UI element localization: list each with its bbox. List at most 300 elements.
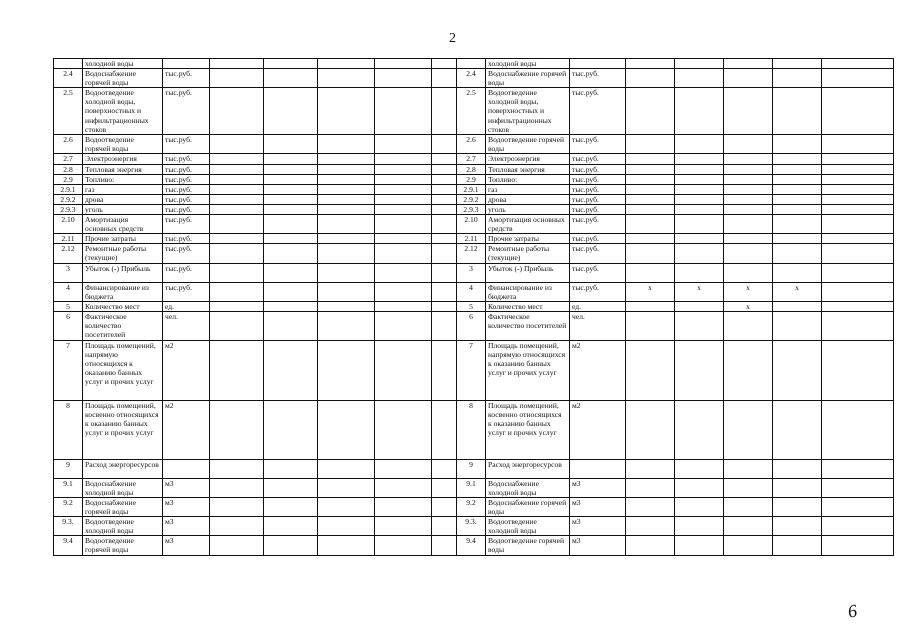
table-row: [54, 204, 894, 214]
value-cell: [264, 400, 318, 459]
row-number: 4: [457, 282, 486, 301]
value-cell: [264, 135, 318, 154]
row-number: 5: [457, 301, 486, 311]
mark-cell: х: [626, 282, 675, 301]
mark-cell: [626, 88, 675, 135]
value-cell: [318, 244, 375, 263]
value-cell: [375, 536, 432, 555]
value-cell: [375, 88, 432, 135]
row-name: Топливо:: [486, 174, 570, 184]
row-unit: тыс.руб.: [163, 184, 210, 194]
value-cell: [318, 478, 375, 497]
row-unit: тыс.руб.: [570, 204, 626, 214]
table-row: [54, 536, 894, 555]
row-name: газ: [83, 184, 163, 194]
row-unit: чел.: [163, 311, 210, 340]
mark-cell: [724, 478, 773, 497]
mark-cell: [773, 234, 822, 244]
mark-cell: [724, 164, 773, 174]
row-unit: тыс.руб.: [163, 88, 210, 135]
value-cell: [822, 135, 894, 154]
row-unit: тыс.руб.: [570, 88, 626, 135]
mark-cell: [773, 204, 822, 214]
value-cell: [375, 340, 432, 400]
row-name: Водоотведение холодной воды: [486, 517, 570, 536]
value-cell: [318, 282, 375, 301]
mark-cell: [773, 59, 822, 69]
row-name: Водоотведение холодной воды: [83, 517, 163, 536]
row-name: Площадь помещений, напрямую относящихся к оказанию банных услуг и прочих услуг: [83, 340, 163, 400]
value-cell: [264, 263, 318, 282]
mark-cell: [675, 135, 724, 154]
row-name: Тепловая энергия: [83, 164, 163, 174]
value-cell: [210, 164, 264, 174]
value-cell: [822, 69, 894, 88]
spacer-cell: [432, 174, 457, 184]
value-cell: [318, 340, 375, 400]
row-unit: тыс.руб.: [163, 263, 210, 282]
row-unit: м3: [570, 497, 626, 516]
table-row: [54, 164, 894, 174]
mark-cell: [675, 215, 724, 234]
row-number: 2.9.3: [457, 204, 486, 214]
mark-cell: [675, 244, 724, 263]
value-cell: [375, 478, 432, 497]
row-number: 5: [54, 301, 83, 311]
value-cell: [210, 184, 264, 194]
table-row: [54, 340, 894, 400]
mark-cell: [773, 135, 822, 154]
value-cell: [822, 234, 894, 244]
spacer-cell: [432, 59, 457, 69]
value-cell: [822, 263, 894, 282]
row-name: Водоотведение горячей воды: [486, 135, 570, 154]
row-number: 9.3.: [54, 517, 83, 536]
mark-cell: [675, 301, 724, 311]
row-number: 9.4: [457, 536, 486, 555]
row-number: [457, 59, 486, 69]
row-number: 2.9.2: [457, 194, 486, 204]
value-cell: [264, 517, 318, 536]
row-name: Водоотведение холодной воды, поверхностных и инфильтрационных стоков: [83, 88, 163, 135]
value-cell: [264, 301, 318, 311]
row-number: 3: [457, 263, 486, 282]
value-cell: [822, 497, 894, 516]
mark-cell: [675, 400, 724, 459]
value-cell: [822, 536, 894, 555]
value-cell: [318, 400, 375, 459]
row-number: 2.12: [457, 244, 486, 263]
spacer-cell: [432, 215, 457, 234]
row-name: Расход энергоресурсов: [486, 459, 570, 478]
value-cell: [318, 215, 375, 234]
row-name: Площадь помещений, косвенно относящихся к оказанию банных услуг и прочих услуг: [83, 400, 163, 459]
row-unit: [163, 459, 210, 478]
mark-cell: [724, 234, 773, 244]
mark-cell: [626, 194, 675, 204]
row-unit: м2: [570, 400, 626, 459]
row-name: Электроэнергия: [486, 154, 570, 164]
row-unit: тыс.руб.: [163, 194, 210, 204]
value-cell: [264, 88, 318, 135]
table-row: [54, 135, 894, 154]
value-cell: [822, 194, 894, 204]
mark-cell: [724, 88, 773, 135]
value-cell: [318, 174, 375, 184]
value-cell: [210, 400, 264, 459]
value-cell: [264, 154, 318, 164]
spacer-cell: [432, 244, 457, 263]
row-name: Амортизация основных средств: [83, 215, 163, 234]
mark-cell: [626, 174, 675, 184]
value-cell: [318, 301, 375, 311]
row-number: 2.4: [457, 69, 486, 88]
row-name: Площадь помещений, напрямую относящихся к оказанию банных услуг и прочих услуг: [486, 340, 570, 400]
mark-cell: [724, 517, 773, 536]
value-cell: [318, 311, 375, 340]
mark-cell: х: [675, 282, 724, 301]
mark-cell: [773, 497, 822, 516]
row-unit: тыс.руб.: [570, 194, 626, 204]
row-number: [54, 59, 83, 69]
mark-cell: [626, 244, 675, 263]
spacer-cell: [432, 311, 457, 340]
spacer-cell: [432, 340, 457, 400]
page-number: 2: [449, 31, 456, 46]
value-cell: [375, 215, 432, 234]
value-cell: [822, 154, 894, 164]
table-row: [54, 263, 894, 282]
row-number: 2.9: [457, 174, 486, 184]
mark-cell: [773, 478, 822, 497]
row-number: 9.2: [54, 497, 83, 516]
mark-cell: [626, 301, 675, 311]
mark-cell: [626, 340, 675, 400]
value-cell: [210, 459, 264, 478]
row-unit: тыс.руб.: [570, 135, 626, 154]
mark-cell: х: [724, 301, 773, 311]
value-cell: [264, 194, 318, 204]
value-cell: [822, 459, 894, 478]
mark-cell: [724, 536, 773, 555]
spacer-cell: [432, 204, 457, 214]
row-unit: тыс.руб.: [570, 164, 626, 174]
value-cell: [264, 234, 318, 244]
row-number: 6: [54, 311, 83, 340]
table-row: [54, 215, 894, 234]
spacer-cell: [432, 88, 457, 135]
mark-cell: [773, 154, 822, 164]
row-unit: [570, 459, 626, 478]
row-name: Ремонтные работы (текущие): [486, 244, 570, 263]
spacer-cell: [432, 263, 457, 282]
mark-cell: [773, 301, 822, 311]
table-row: [54, 311, 894, 340]
value-cell: [822, 400, 894, 459]
mark-cell: [626, 536, 675, 555]
row-name: Водоотведение горячей воды: [83, 135, 163, 154]
mark-cell: [626, 184, 675, 194]
mark-cell: [773, 174, 822, 184]
row-unit: тыс.руб.: [570, 69, 626, 88]
value-cell: [264, 340, 318, 400]
row-name: Ремонтные работы (текущие): [83, 244, 163, 263]
row-unit: [570, 59, 626, 69]
value-cell: [318, 459, 375, 478]
value-cell: [375, 234, 432, 244]
mark-cell: [675, 536, 724, 555]
row-name: Амортизация основных средств: [486, 215, 570, 234]
row-number: 7: [457, 340, 486, 400]
value-cell: [264, 184, 318, 194]
row-name: Водоснабжение горячей воды: [486, 497, 570, 516]
row-unit: тыс.руб.: [570, 154, 626, 164]
value-cell: [210, 478, 264, 497]
row-unit: тыс.руб.: [163, 215, 210, 234]
spacer-cell: [432, 497, 457, 516]
row-number: 2.9.2: [54, 194, 83, 204]
spacer-cell: [432, 164, 457, 174]
value-cell: [375, 135, 432, 154]
row-unit: м3: [570, 536, 626, 555]
value-cell: [210, 88, 264, 135]
value-cell: [822, 215, 894, 234]
row-number: 2.5: [457, 88, 486, 135]
row-name: холодной воды: [486, 59, 570, 69]
row-name: Убыток (-) Прибыль: [486, 263, 570, 282]
value-cell: [375, 194, 432, 204]
mark-cell: [724, 263, 773, 282]
value-cell: [210, 311, 264, 340]
row-unit: ед.: [163, 301, 210, 311]
row-name: Водоотведение холодной воды, поверхностных и инфильтрационных стоков: [486, 88, 570, 135]
value-cell: [375, 69, 432, 88]
table-row: [54, 184, 894, 194]
value-cell: [375, 517, 432, 536]
value-cell: [210, 244, 264, 263]
row-number: 9: [54, 459, 83, 478]
table-row: [54, 282, 894, 301]
spacer-cell: [432, 478, 457, 497]
row-name: Водоснабжение холодной воды: [83, 478, 163, 497]
row-name: Расход энергоресурсов: [83, 459, 163, 478]
row-name: уголь: [83, 204, 163, 214]
value-cell: [375, 497, 432, 516]
mark-cell: [724, 69, 773, 88]
mark-cell: [773, 459, 822, 478]
value-cell: [318, 69, 375, 88]
mark-cell: [773, 263, 822, 282]
row-number: 2.8: [54, 164, 83, 174]
spacer-cell: [432, 400, 457, 459]
value-cell: [822, 517, 894, 536]
value-cell: [375, 184, 432, 194]
value-cell: [210, 234, 264, 244]
table-row: [54, 400, 894, 459]
row-name: Количество мест: [486, 301, 570, 311]
row-number: 2.9: [54, 174, 83, 184]
row-name: газ: [486, 184, 570, 194]
row-name: Водоснабжение горячей воды: [486, 69, 570, 88]
spacer-cell: [432, 459, 457, 478]
row-unit: ед.: [570, 301, 626, 311]
mark-cell: [675, 88, 724, 135]
table-row: [54, 478, 894, 497]
row-unit: тыс.руб.: [163, 135, 210, 154]
row-unit: тыс.руб.: [163, 174, 210, 184]
mark-cell: [626, 263, 675, 282]
mark-cell: [626, 400, 675, 459]
mark-cell: [675, 154, 724, 164]
row-number: 7: [54, 340, 83, 400]
value-cell: [318, 536, 375, 555]
value-cell: [210, 154, 264, 164]
row-unit: тыс.руб.: [163, 244, 210, 263]
value-cell: [375, 154, 432, 164]
value-cell: [264, 204, 318, 214]
mark-cell: [675, 263, 724, 282]
row-unit: м3: [570, 478, 626, 497]
row-unit: м2: [570, 340, 626, 400]
row-unit: тыс.руб.: [570, 184, 626, 194]
mark-cell: [675, 234, 724, 244]
value-cell: [375, 301, 432, 311]
spacer-cell: [432, 184, 457, 194]
row-number: 2.6: [457, 135, 486, 154]
table-row: [54, 301, 894, 311]
value-cell: [375, 263, 432, 282]
row-name: Финансирование из бюджета: [486, 282, 570, 301]
value-cell: [264, 536, 318, 555]
row-number: 8: [54, 400, 83, 459]
row-name: Водоотведение горячей воды: [486, 536, 570, 555]
value-cell: [822, 244, 894, 263]
mark-cell: [773, 517, 822, 536]
row-name: Водоснабжение холодной воды: [486, 478, 570, 497]
row-number: 2.10: [54, 215, 83, 234]
mark-cell: [626, 154, 675, 164]
value-cell: [264, 244, 318, 263]
value-cell: [264, 497, 318, 516]
value-cell: [375, 204, 432, 214]
row-unit: тыс.руб.: [570, 244, 626, 263]
row-number: 2.9.1: [457, 184, 486, 194]
value-cell: [375, 459, 432, 478]
row-name: Тепловая энергия: [486, 164, 570, 174]
value-cell: [822, 478, 894, 497]
value-cell: [264, 215, 318, 234]
row-number: 8: [457, 400, 486, 459]
value-cell: [210, 69, 264, 88]
row-number: 2.9.1: [54, 184, 83, 194]
value-cell: [210, 536, 264, 555]
row-number: 2.6: [54, 135, 83, 154]
mark-cell: [626, 311, 675, 340]
mark-cell: [773, 215, 822, 234]
mark-cell: [773, 400, 822, 459]
table-row: [54, 497, 894, 516]
table-row: [54, 517, 894, 536]
value-cell: [264, 174, 318, 184]
value-cell: [210, 204, 264, 214]
row-number: 9.4: [54, 536, 83, 555]
value-cell: [318, 184, 375, 194]
row-number: 2.12: [54, 244, 83, 263]
mark-cell: [773, 340, 822, 400]
mark-cell: [626, 204, 675, 214]
row-name: Площадь помещений, косвенно относящихся к оказанию банных услуг и прочих услуг: [486, 400, 570, 459]
mark-cell: [724, 59, 773, 69]
value-cell: [318, 234, 375, 244]
row-unit: м3: [163, 478, 210, 497]
row-name: дрова: [83, 194, 163, 204]
spacer-cell: [432, 536, 457, 555]
mark-cell: [773, 164, 822, 174]
value-cell: [210, 135, 264, 154]
mark-cell: [626, 497, 675, 516]
row-name: Фактическое количество посетителей: [83, 311, 163, 340]
mark-cell: [724, 204, 773, 214]
value-cell: [822, 88, 894, 135]
row-unit: м3: [163, 497, 210, 516]
row-number: 4: [54, 282, 83, 301]
value-cell: [210, 340, 264, 400]
spacer-cell: [432, 301, 457, 311]
mark-cell: [724, 215, 773, 234]
value-cell: [375, 282, 432, 301]
value-cell: [822, 282, 894, 301]
row-number: 3: [54, 263, 83, 282]
mark-cell: [773, 194, 822, 204]
mark-cell: [626, 234, 675, 244]
value-cell: [318, 204, 375, 214]
mark-cell: [724, 400, 773, 459]
mark-cell: [675, 459, 724, 478]
mark-cell: [626, 215, 675, 234]
table-row: [54, 174, 894, 184]
mark-cell: [675, 194, 724, 204]
row-name: уголь: [486, 204, 570, 214]
spacer-cell: [432, 154, 457, 164]
value-cell: [264, 478, 318, 497]
mark-cell: [675, 478, 724, 497]
value-cell: [318, 135, 375, 154]
row-unit: тыс.руб.: [570, 234, 626, 244]
mark-cell: [724, 184, 773, 194]
row-name: Прочие затраты: [83, 234, 163, 244]
handwritten-page-mark: 6: [846, 600, 859, 622]
mark-cell: [675, 59, 724, 69]
row-number: 2.4: [54, 69, 83, 88]
row-unit: м2: [163, 340, 210, 400]
mark-cell: [626, 135, 675, 154]
value-cell: [210, 263, 264, 282]
row-unit: тыс.руб.: [163, 282, 210, 301]
row-unit: чел.: [570, 311, 626, 340]
value-cell: [264, 282, 318, 301]
value-cell: [318, 194, 375, 204]
value-cell: [264, 59, 318, 69]
row-name: дрова: [486, 194, 570, 204]
row-number: 2.11: [457, 234, 486, 244]
row-unit: м3: [163, 536, 210, 555]
mark-cell: [773, 244, 822, 263]
row-unit: тыс.руб.: [163, 234, 210, 244]
mark-cell: [724, 194, 773, 204]
value-cell: [264, 311, 318, 340]
mark-cell: [724, 135, 773, 154]
value-cell: [375, 311, 432, 340]
